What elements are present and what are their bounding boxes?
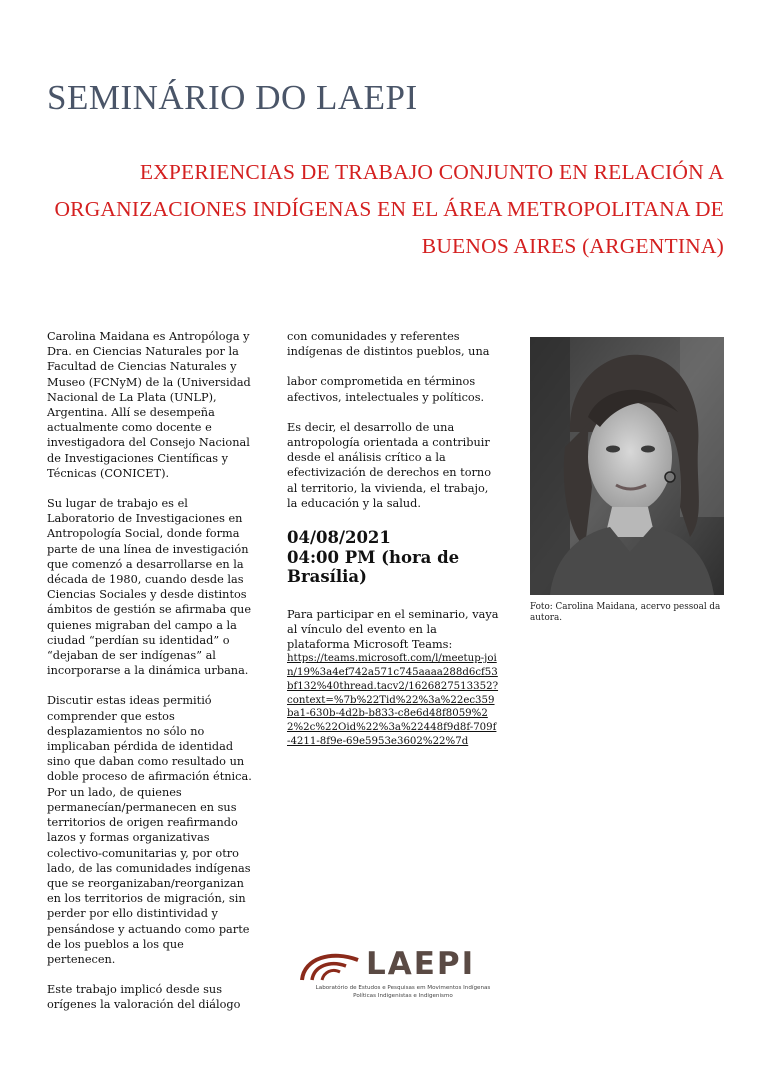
laepi-subtitle-line-2: Políticas Indigenistas e Indigenismo xyxy=(353,992,453,999)
bio-paragraph-7: Es decir, el desarrollo de una antropología orientada a contribuir desde el análisis crítico a la efectivización de derechos en torno al territorio, la vivienda, el trabajo, la educación y la salud. xyxy=(287,420,491,510)
event-datetime xyxy=(287,528,499,587)
laepi-arch-icon xyxy=(298,948,368,982)
bio-paragraph-3: Discutir estas ideas permitió comprender que estos desplazamientos no sólo no implicaban pérdida de identidad sino que daban como resultado un doble proceso de afirmación étnica. Por un lado, de quienes permanecían/permanecen en sus territorios de origen reafirmando lazos y formas organizativas colectivo-comunitarias y, por otro lado, de las comunidades indígenas que se reorganizaban/reorganizan en los territorios de migración, sin perder por ello distintividad y pensándose y actuando como parte de los pueblos a los que pertenecen. xyxy=(47,694,252,966)
speaker-portrait-image xyxy=(530,337,724,595)
participate-text: Para participar en el seminario, vaya al vínculo del evento en la plataforma Microsoft Teams: xyxy=(287,607,499,651)
laepi-logo-name: LAEPI xyxy=(366,946,476,982)
bio-column-2 xyxy=(287,329,499,749)
speaker-photo xyxy=(530,337,724,595)
teams-meeting-link[interactable]: https://teams.microsoft.com/l/meetup-join/19%3a4ef742a571c745aaaa288d6cf53bf132%40thread.tacv2/1626827513352?context=%7b%22Tid%22%3a%22ec359ba1-630b-4d2b-b833-c8e6d48f8059%22%2c%22Oid%22%3a%22448f9d8f-709f-4211-8f9e-69e5953e3602%22%7d xyxy=(287,653,499,747)
bio-column-1 xyxy=(47,329,254,1028)
laepi-subtitle-line-1: Laboratório de Estudos e Pesquisas em Movimentos Indígenas xyxy=(315,985,491,991)
photo-caption: Foto: Carolina Maidana, acervo pessoal da autora. xyxy=(530,602,721,623)
event-time: 04:00 PM (hora de Brasília) xyxy=(287,547,460,587)
seminar-title: SEMINÁRIO DO LAEPI xyxy=(47,78,418,117)
bio-paragraph-4: Este trabajo implicó desde sus orígenes la valoración del diálogo xyxy=(47,983,241,1012)
bio-paragraph-6: labor comprometida en términos afectivos, intelectuales y políticos. xyxy=(287,375,485,404)
bio-paragraph-2: Su lugar de trabajo es el Laboratorio de Investigaciones en Antropología Social, donde forma parte de una línea de investigación que comenzó a desarrollarse en la década de 1980, cuando desde las Ciencias Sociales y desde distintos ámbitos de gestión se afirmaba que quienes migraban del campo a la ciudad “perdían su identidad” o “dejaban de ser indígenas” al incorporarse a la dinámica urbana. xyxy=(47,497,252,678)
laepi-logo-subtitle xyxy=(298,985,508,1000)
bio-paragraph-5: con comunidades y referentes indígenas de distintos pueblos, una xyxy=(287,330,490,359)
bio-paragraph-1: Carolina Maidana es Antropóloga y Dra. en Ciencias Naturales por la Facultad de Ciencias Naturales y Museo (FCNyM) de la (Universidad Nacional de La Plata (UNLP), Argentina. Allí se desempeña actualmente como docente e investigadora del Consejo Nacional de Investigaciones Científicas y Técnicas (CONICET). xyxy=(47,330,251,480)
event-date: 04/08/2021 xyxy=(287,528,391,548)
talk-title: EXPERIENCIAS DE TRABAJO CONJUNTO EN RELACIÓN A ORGANIZACIONES INDÍGENAS EN EL ÁREA METROPOLITANA DE BUENOS AIRES (ARGENTINA) xyxy=(54,160,724,258)
